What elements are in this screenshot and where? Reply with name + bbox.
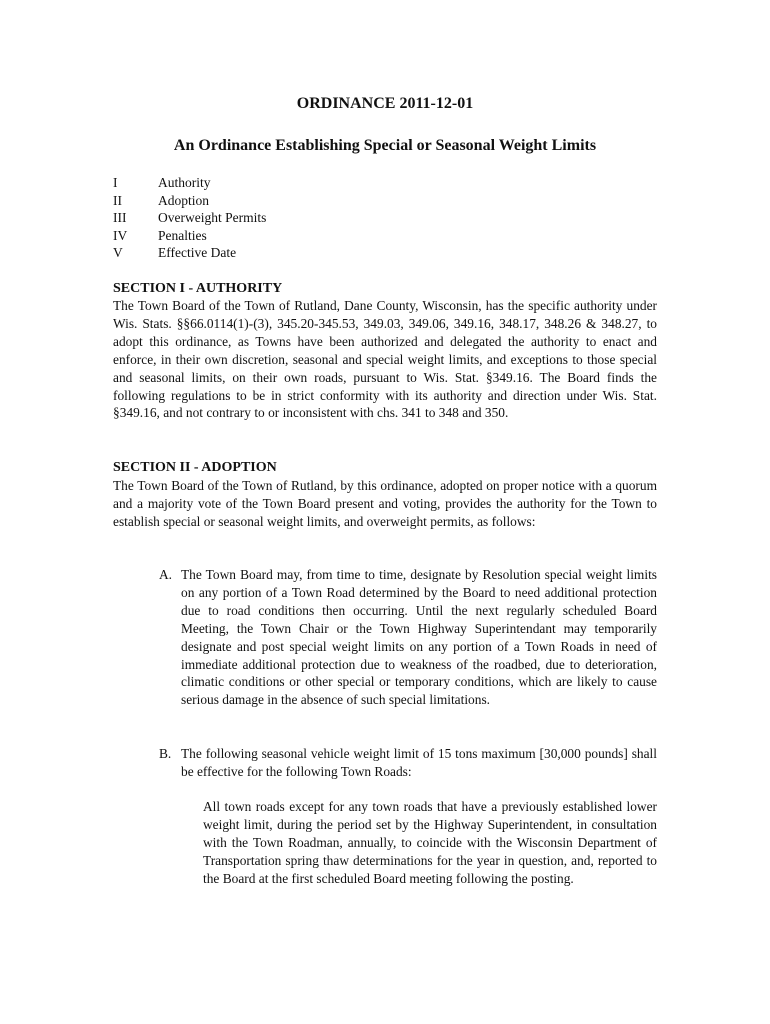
toc-number: III	[113, 210, 127, 226]
section-authority-body: The Town Board of the Town of Rutland, Dane County, Wisconsin, has the specific authority under Wis. Stats. §§66.0114(1)-(3), 345.20-345.53, 349.03, 349.06, 349.16, 348.17, 348.26 & 348.27, to adopt this ordinance, as Towns have been authorized and delegated the authority to enact and enforce, in their own discretion, seasonal and special weight limits, and exceptions to those special and seasonal limits, on their own roads, pursuant to Wis. Stat. §349.16. The Board finds the following regulations to be in strict conformity with its authority and direction under Wis. Stat. §349.16, and not contrary to or inconsistent with chs. 341 to 348 and 350.	[113, 298, 657, 421]
toc-label: Adoption	[158, 192, 210, 208]
section-authority-heading: SECTION I - AUTHORITY	[113, 281, 283, 296]
toc-number: I	[113, 175, 118, 190]
toc-item	[113, 192, 266, 210]
ordinance-title: ORDINANCE 2011-12-01	[296, 95, 474, 112]
item-marker: B.	[159, 746, 172, 761]
item-text: The Town Board may, from time to time, designate by Resolution special weight limits on any portion of a Town Road determined by the Board to need additional protection due to road conditions then occurring. Until the next regularly scheduled Board Meeting, the Town Chair or the Town Highway Superintendant may temporarily designate and post special weight limits on any portion of a Town Roads in need of immediate additional protection due to weakness of the roadbed, due to deterioration, climatic conditions or other special or temporary conditions, which are likely to cause serious damage in the absence of such special limitations.	[181, 567, 657, 708]
item-marker: A.	[159, 567, 173, 582]
adoption-item-b	[159, 745, 657, 781]
toc-item	[113, 174, 266, 192]
toc-item	[113, 227, 266, 245]
toc-number: IV	[113, 227, 128, 243]
toc-item	[113, 209, 266, 227]
toc-label: Penalties	[158, 227, 207, 243]
toc-label: Overweight Permits	[158, 210, 267, 226]
seasonal-limit-detail: All town roads except for any town roads that have a previously established lower weight limit, during the period set by the Highway Superintendent, in consultation with the Town Roadman, annually, to coincide with the Wisconsin Department of Transportation spring thaw determinations for the year in question, and, reported to the Board at the first scheduled Board meeting following the posting.	[203, 799, 657, 886]
toc-label: Authority	[158, 175, 211, 190]
adoption-item-a	[159, 566, 657, 709]
toc-label: Effective Date	[158, 245, 237, 261]
toc-item	[113, 244, 266, 262]
toc-number: II	[113, 192, 122, 208]
ordinance-subtitle: An Ordinance Establishing Special or Seasonal Weight Limits	[173, 137, 597, 154]
table-of-contents	[113, 174, 266, 262]
section-adoption-body: The Town Board of the Town of Rutland, by this ordinance, adopted on proper notice with a quorum and a majority vote of the Town Board present and voting, provides the authority for the Town to establish special or seasonal weight limits, and overweight permits, as follows:	[113, 478, 657, 529]
toc-number: V	[113, 245, 123, 261]
item-text: The following seasonal vehicle weight limit of 15 tons maximum [30,000 pounds] shall be effective for the following Town Roads:	[181, 746, 657, 779]
section-adoption-heading: SECTION II - ADOPTION	[113, 460, 277, 475]
